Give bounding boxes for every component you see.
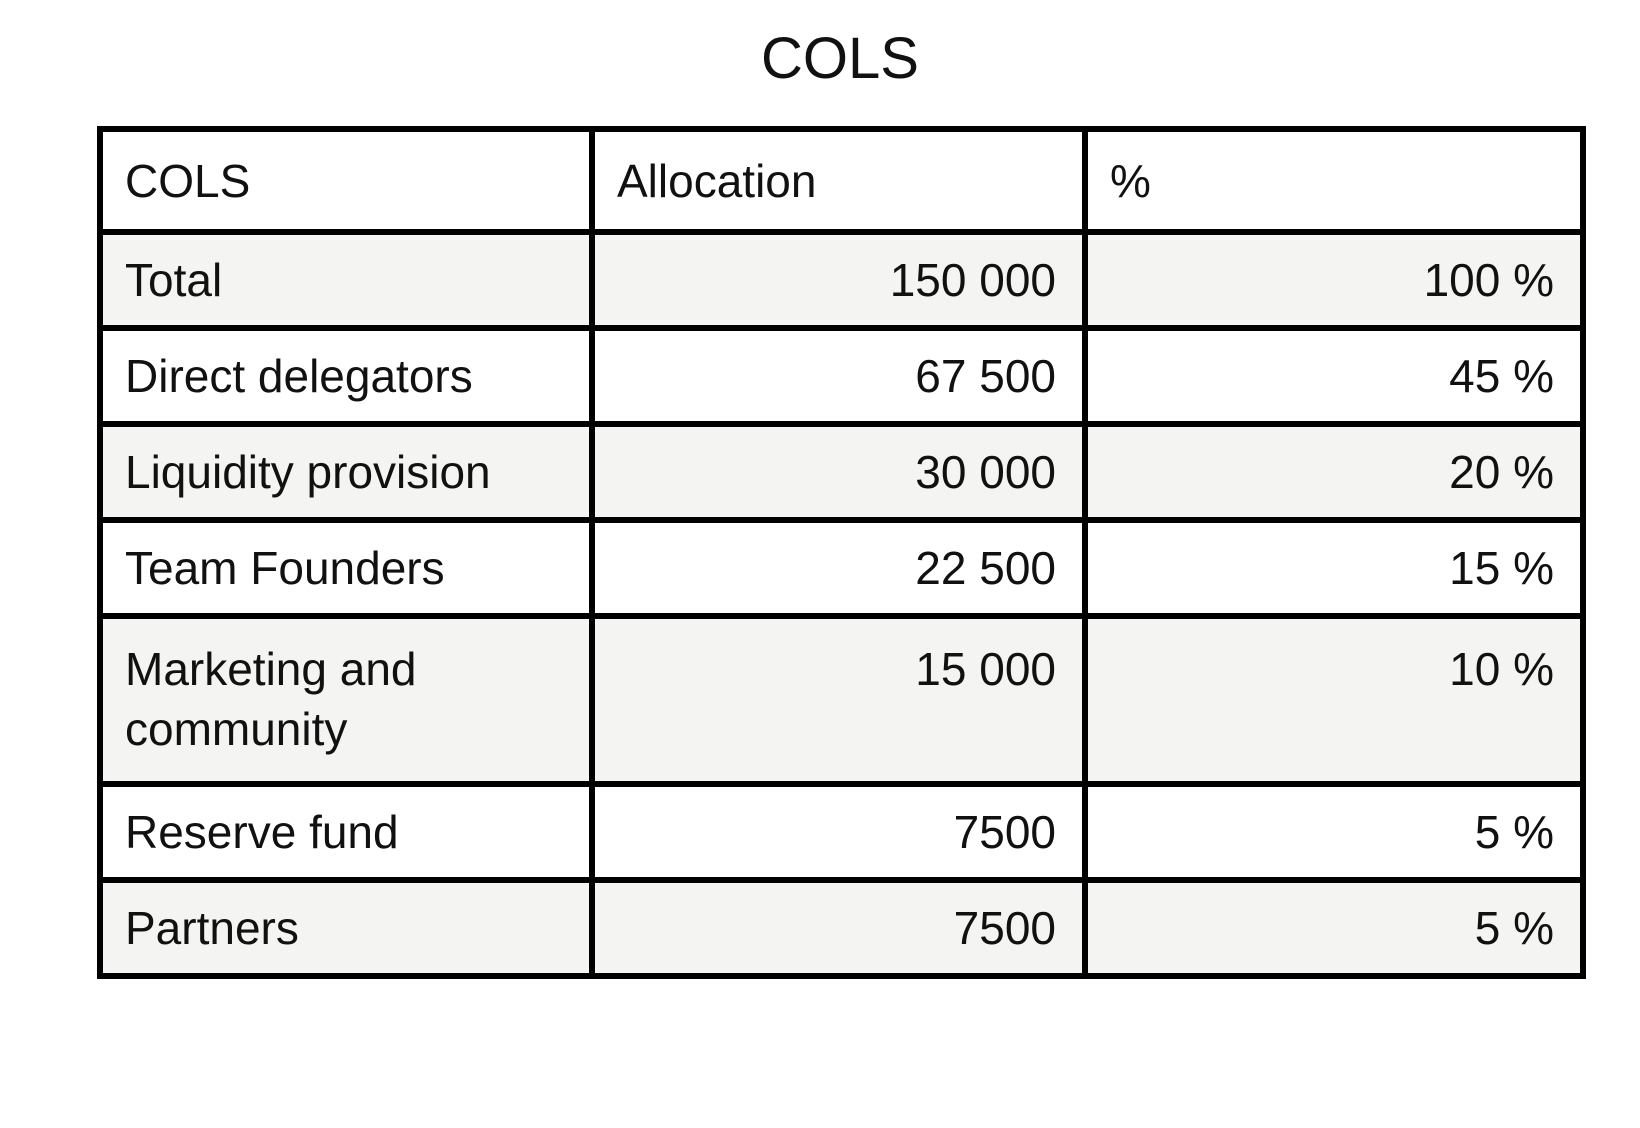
row-allocation: 22 500 <box>592 520 1085 616</box>
table-header-row <box>100 129 1583 232</box>
column-header-allocation: Allocation <box>592 129 1085 232</box>
table-row <box>100 880 1583 976</box>
allocation-table <box>97 126 1586 979</box>
allocation-table-container <box>97 126 1586 979</box>
row-label: Total <box>100 232 592 328</box>
row-label: Liquidity provision <box>100 424 592 520</box>
row-label: Team Founders <box>100 520 592 616</box>
column-header-percent: % <box>1085 129 1583 232</box>
page-title: COLS <box>761 26 919 91</box>
column-header-cols: COLS <box>100 129 592 232</box>
row-allocation: 15 000 <box>592 616 1085 784</box>
table-row <box>100 424 1583 520</box>
row-allocation: 67 500 <box>592 328 1085 424</box>
row-label: Reserve fund <box>100 784 592 880</box>
row-percent: 5 % <box>1085 784 1583 880</box>
row-percent: 10 % <box>1085 616 1583 784</box>
table-row <box>100 784 1583 880</box>
row-allocation: 7500 <box>592 880 1085 976</box>
row-percent: 15 % <box>1085 520 1583 616</box>
row-allocation: 7500 <box>592 784 1085 880</box>
row-label: Partners <box>100 880 592 976</box>
row-percent: 100 % <box>1085 232 1583 328</box>
table-row <box>100 616 1583 784</box>
row-allocation: 30 000 <box>592 424 1085 520</box>
row-label: Direct delegators <box>100 328 592 424</box>
row-percent: 5 % <box>1085 880 1583 976</box>
row-percent: 20 % <box>1085 424 1583 520</box>
row-percent: 45 % <box>1085 328 1583 424</box>
row-allocation: 150 000 <box>592 232 1085 328</box>
table-row <box>100 520 1583 616</box>
row-label: Marketing and community <box>100 616 592 784</box>
table-row <box>100 232 1583 328</box>
table-row <box>100 328 1583 424</box>
